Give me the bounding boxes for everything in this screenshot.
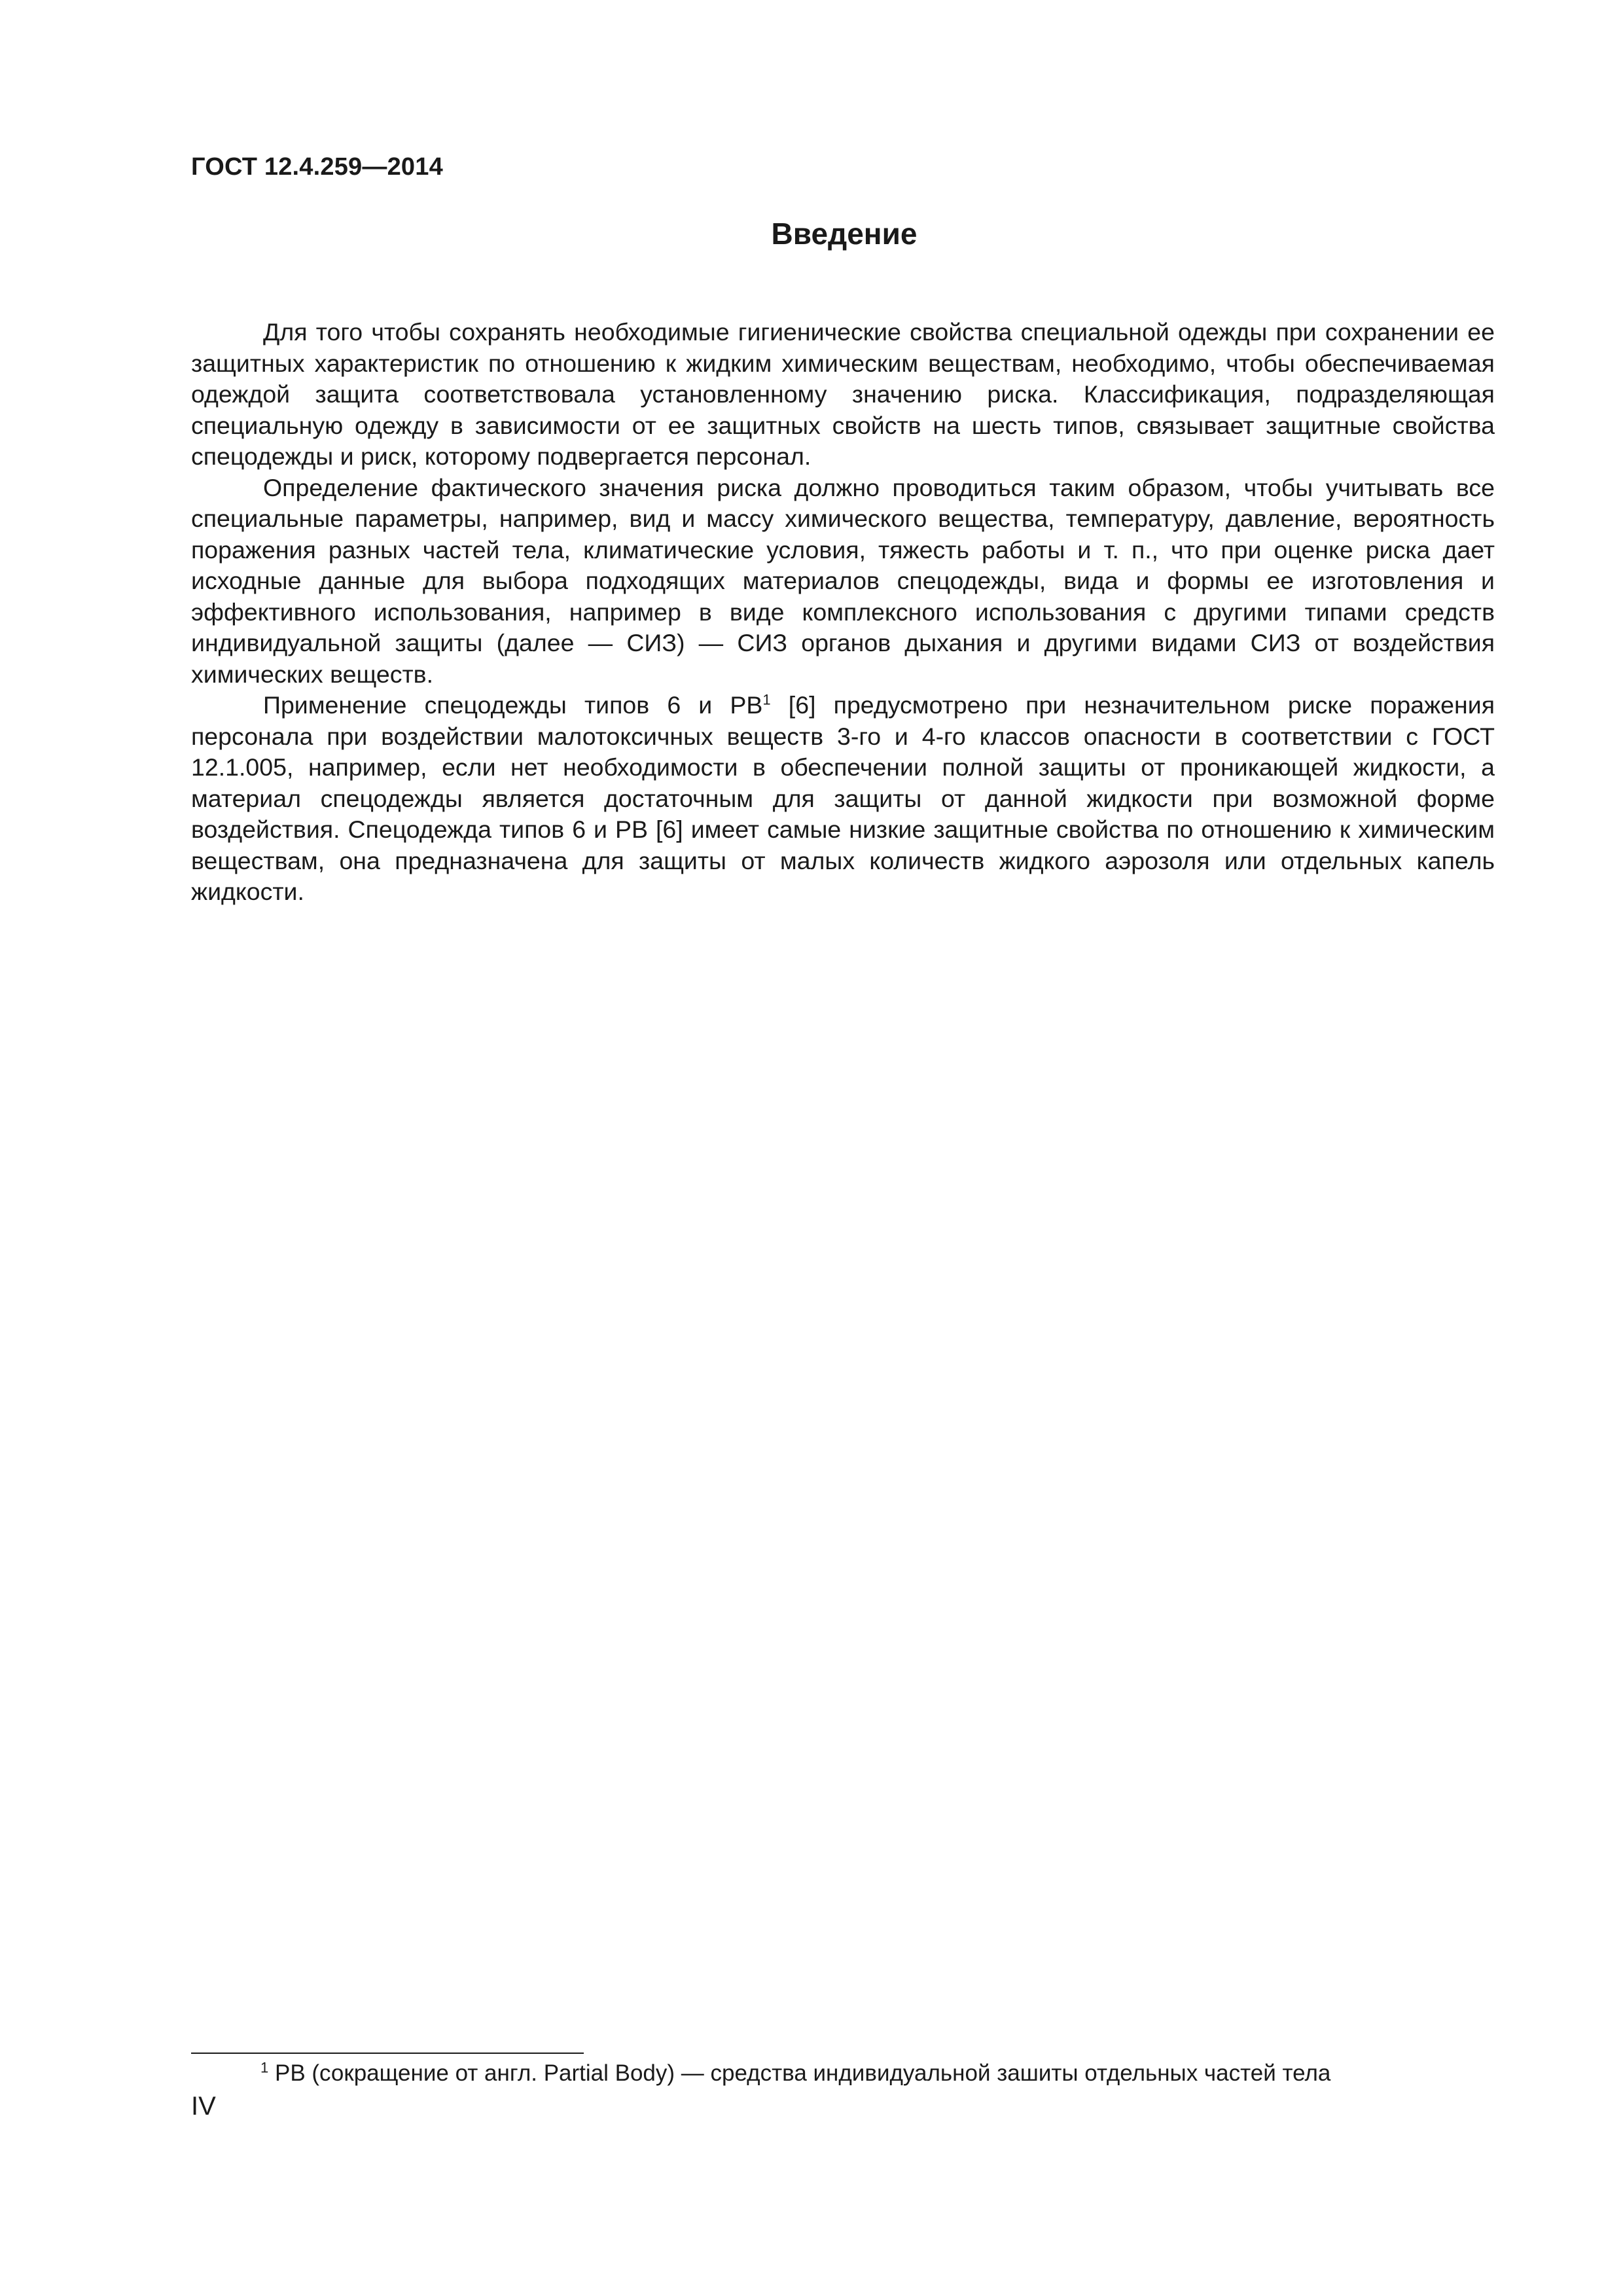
- footnote-text: РВ (сокращение от англ. Partial Body) — средства индивидуальной зашиты отдельных частей тела: [268, 2060, 1331, 2086]
- paragraph-2: Определение фактического значения риска должно проводиться таким образом, чтобы учитывать все специальные параметры, например, вид и массу химического вещества, температуру, давление, вероятность поражения разных частей тела, климатические условия, тяжесть работы и т. п., что при оценке риска дает исходные данные для выбора подходящих материалов спецодежды, вида и формы ее изготовления и эффективного использования, например в виде комплексного использования с другими типами средств индивидуальной защиты (далее — СИЗ) — СИЗ органов дыхания и другими видами СИЗ от воздействия химических веществ.: [191, 473, 1495, 688]
- footnote: [260, 2059, 1330, 2088]
- paragraph-3-rest: [6] предусмотрено при незначительном риске поражения персонала при воздействии малотоксичных веществ 3-го и 4-го классов опасности в соответствии с ГОСТ 12.1.005, например, если нет необходимости в обеспечении полной защиты от проникающей жидкости, а материал спецодежды является достаточным для защиты от данной жидкости при возможной форме воздействия. Спецодежда типов 6 и РВ [6] имеет самые низкие защитные свойства по отношению к химическим веществам, она предназначена для защиты от малых количеств жидкого аэрозоля или отдельных капель жидкости.: [191, 691, 1495, 905]
- document-code: ГОСТ 12.4.259—2014: [191, 153, 443, 181]
- paragraph-1: Для того чтобы сохранять необходимые гигиенические свойства специальной одежды при сохранении ее защитных характеристик по отношению к жидким химическим веществам, необходимо, чтобы обеспечиваемая одеждой защита соответствовала установленному значению риска. Классификация, подразделяющая специальную одежду в зависимости от ее защитных свойств на шесть типов, связывает защитные свойства спецодежды и риск, которому подвергается персонал.: [191, 318, 1495, 470]
- page-number: IV: [191, 2092, 216, 2121]
- footnote-separator: [191, 2053, 584, 2054]
- paragraph-3-start: Применение спецодежды типов 6 и РВ: [263, 691, 763, 719]
- footnote-reference[interactable]: 1: [762, 691, 771, 708]
- body-text: [191, 317, 1495, 908]
- paragraph-3: [191, 690, 1495, 908]
- section-title: Введение: [771, 217, 918, 251]
- footnote-mark: 1: [260, 2059, 269, 2076]
